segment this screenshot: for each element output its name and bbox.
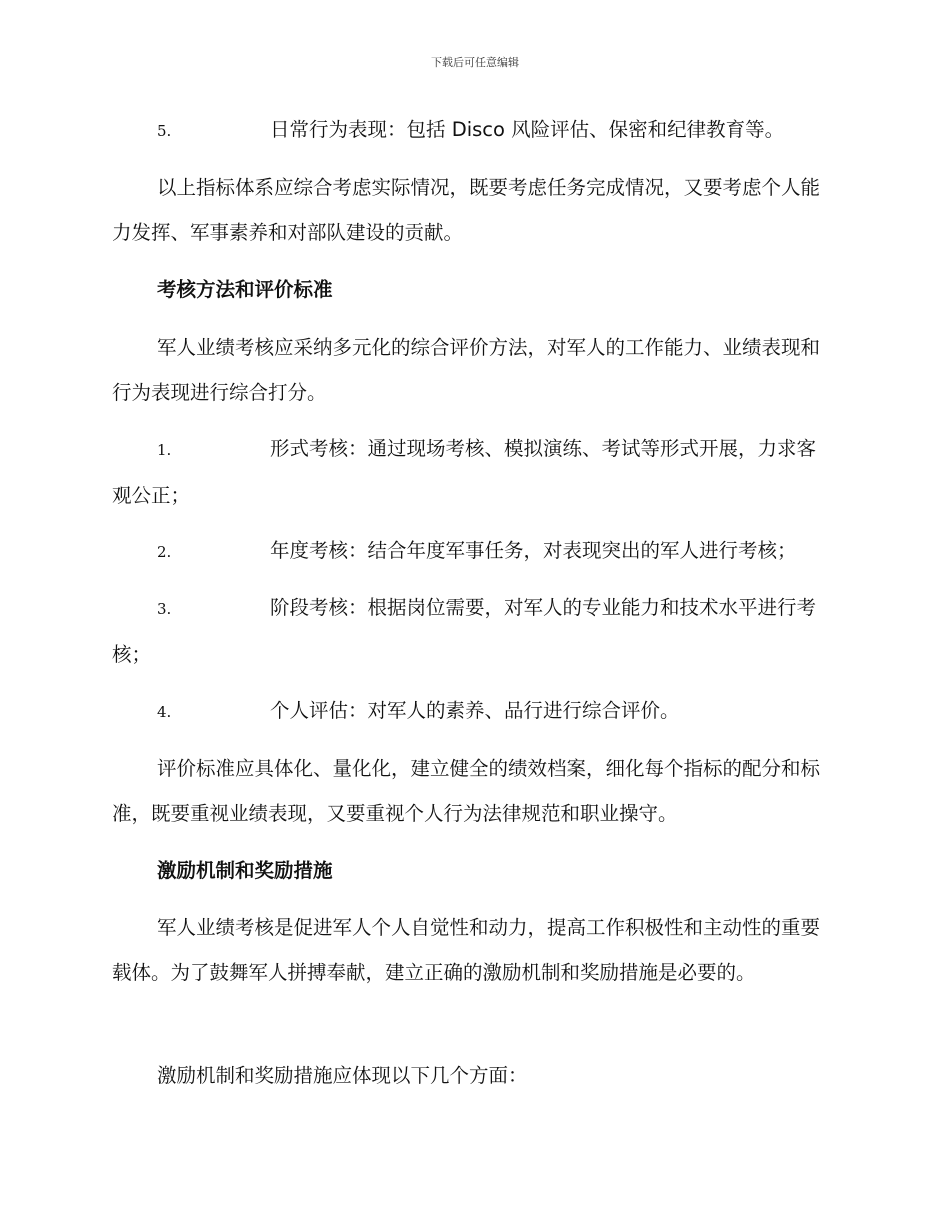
- section-heading-assessment: 考核方法和评价标准: [157, 278, 333, 301]
- list-item-1: [112, 426, 832, 518]
- list-text: 日常行为表现：包括 Disco 风险评估、保密和纪律教育等。: [270, 118, 785, 141]
- list-item-2: [112, 528, 832, 575]
- page-header: 下载后可任意编辑: [431, 56, 519, 69]
- list-text: 年度考核：结合年度军事任务，对表现突出的军人进行考核；: [270, 539, 797, 562]
- list-number: 1.: [157, 441, 172, 459]
- section-heading-incentives: 激励机制和奖励措施: [157, 859, 333, 882]
- list-text: 阶段考核：根据岗位需要，对军人的专业能力和技术水平进行考核；: [112, 596, 817, 666]
- list-number: 3.: [157, 600, 172, 618]
- list-item-5: [112, 107, 832, 154]
- list-text: 形式考核：通过现场考核、模拟演练、考试等形式开展，力求客观公正；: [112, 437, 817, 507]
- list-number: 5.: [157, 122, 172, 140]
- list-number: 4.: [157, 703, 172, 721]
- list-item-4: [112, 688, 832, 735]
- paragraph-evaluation-standard: 评价标准应具体化、量化化，建立健全的绩效档案，细化每个指标的配分和标准，既要重视业绩表现，又要重视个人行为法律规范和职业操守。: [112, 757, 821, 825]
- paragraph-summary: 以上指标体系应综合考虑实际情况，既要考虑任务完成情况，又要考虑个人能力发挥、军事素养和对部队建设的贡献。: [112, 176, 821, 244]
- paragraph-incentive-purpose: 军人业绩考核是促进军人个人自觉性和动力，提高工作积极性和主动性的重要载体。为了鼓舞军人拼搏奉献，建立正确的激励机制和奖励措施是必要的。: [112, 916, 821, 984]
- list-text: 个人评估：对军人的素养、品行进行综合评价。: [270, 699, 680, 722]
- paragraph-assessment-method: 军人业绩考核应采纳多元化的综合评价方法，对军人的工作能力、业绩表现和行为表现进行综合打分。: [112, 336, 821, 404]
- list-item-3: [112, 585, 832, 677]
- list-number: 2.: [157, 543, 172, 561]
- paragraph-incentive-aspects: 激励机制和奖励措施应体现以下几个方面：: [157, 1064, 528, 1087]
